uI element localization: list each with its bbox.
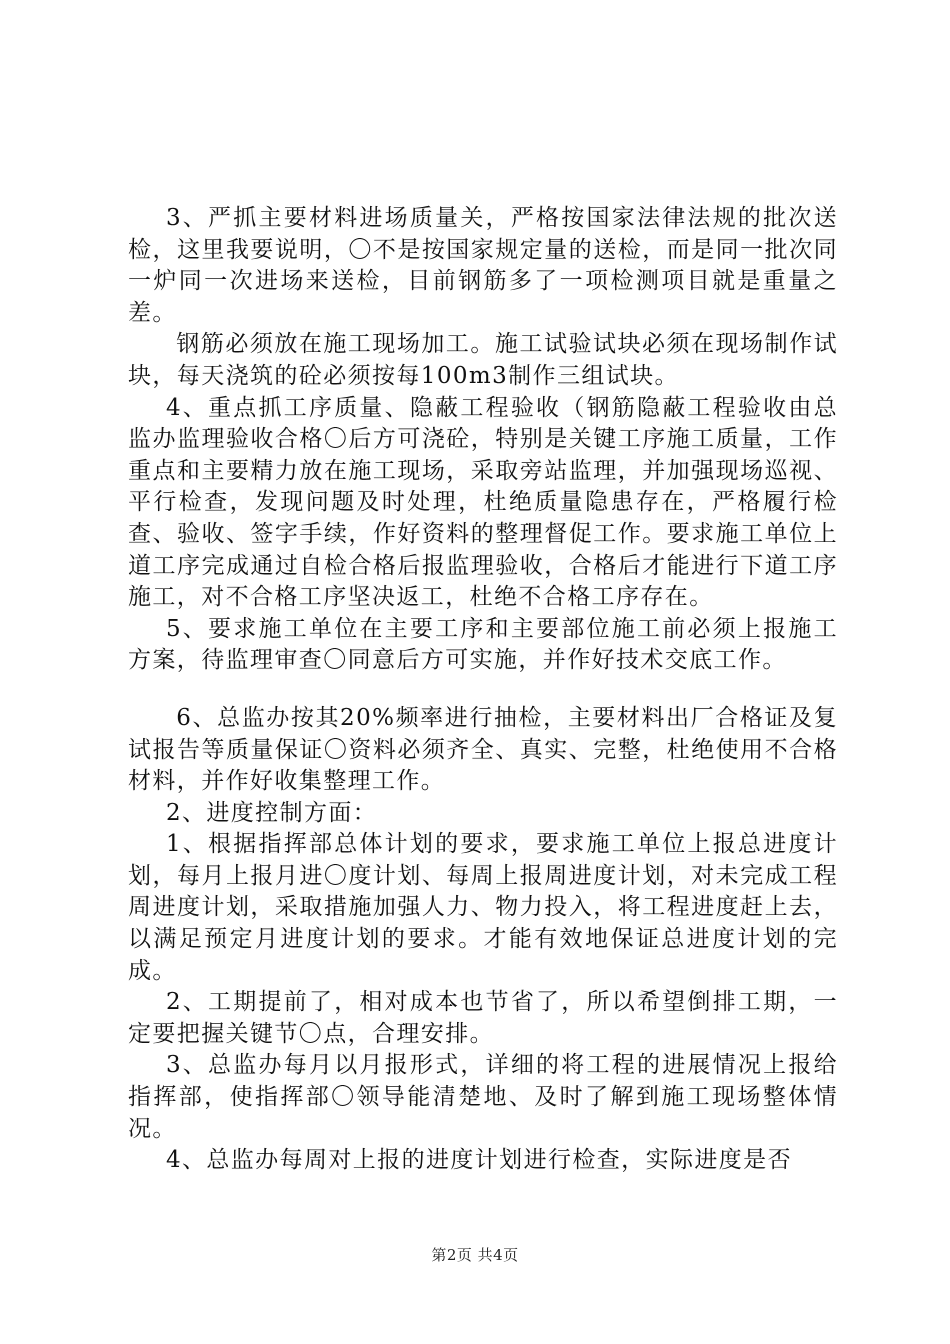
paragraph-sampling-inspection: 6、总监办按其20%频率进行抽检，主要材料出厂合格证及复试报告等质量保证〇资料必须齐全、真实、完整，杜绝使用不合格材料，并作好收集整理工作。: [128, 704, 838, 795]
paragraph-process-quality: 4、重点抓工序质量、隐蔽工程验收（钢筋隐蔽工程验收由总监办监理验收合格〇后方可浇砼，特别是关键工序施工质量，工作重点和主要精力放在施工现场，采取旁站监理，并加强现场巡视、平行检查，发现问题及时处理，杜绝质量隐患存在，严格履行检查、验收、签字手续，作好资料的整理督促工作。要求施工单位上道工序完成通过自检合格后报监理验收，合格后才能进行下道工序施工，对不合格工序坚决返工，杜绝不合格工序存在。: [128, 394, 838, 611]
paragraph-rebar-processing: 钢筋必须放在施工现场加工。施工试验试块必须在现场制作试块，每天浇筑的砼必须按每100m3制作三组试块。: [128, 331, 838, 389]
paragraph-spacer: [128, 677, 838, 703]
paragraph-material-inspection: 3、严抓主要材料进场质量关，严格按国家法律法规的批次送检，这里我要说明，〇不是按国家规定量的送检，而是同一批次同一炉同一次进场来送检，目前钢筋多了一项检测项目就是重量之差。: [128, 205, 838, 326]
paragraph-monthly-report: 3、总监办每月以月报形式，详细的将工程的进展情况上报给指挥部，使指挥部〇领导能清楚地、及时了解到施工现场整体情况。: [128, 1052, 838, 1142]
section-heading-schedule-control: 2、进度控制方面：: [165, 799, 378, 826]
paragraph-overall-schedule: 1、根据指挥部总体计划的要求，要求施工单位上报总进度计划，每月上报月进〇度计划、每周上报周进度计划，对未完成工程周进度计划，采取措施加强人力、物力投入，将工程进度赶上去，以满足预定月进度计划的要求。才能有效地保证总进度计划的完成。: [128, 831, 838, 984]
paragraph-reverse-scheduling: 2、工期提前了，相对成本也节省了，所以希望倒排工期，一定要把握关键节〇点，合理安排。: [128, 989, 838, 1047]
paragraph-weekly-check: 4、总监办每周对上报的进度计划进行检查，实际进度是否: [165, 1147, 792, 1174]
paragraph-construction-plan: 5、要求施工单位在主要工序和主要部位施工前必须上报施工方案，待监理审查〇同意后方可实施，并作好技术交底工作。: [128, 615, 838, 674]
page-number-footer: 第2页 共4页: [431, 1246, 519, 1264]
document-body: [128, 203, 838, 1177]
